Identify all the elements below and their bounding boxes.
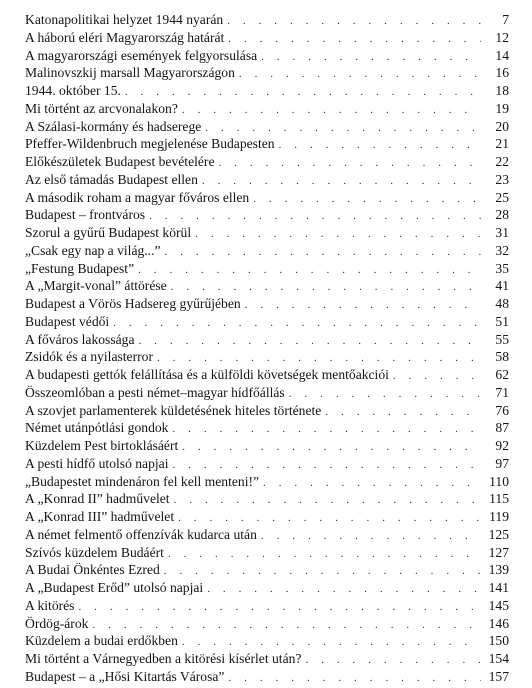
toc-row xyxy=(25,419,509,437)
toc-entry-page: 19 xyxy=(495,100,509,116)
toc-entry-page: 146 xyxy=(488,615,509,631)
toc-entry-title: A magyarországi események felgyorsulása xyxy=(25,47,258,63)
dot-leader xyxy=(228,31,481,49)
toc-entry-page: 154 xyxy=(488,651,509,666)
toc-row xyxy=(25,650,509,668)
toc-row xyxy=(25,171,509,189)
toc-entry-title: Budapest védői xyxy=(25,313,110,329)
toc-row xyxy=(25,473,509,491)
toc-entry-title: Szívós küzdelem Budáért xyxy=(25,544,164,560)
toc-entry-title: Pfeffer-Wildenbruch megjelenése Budapesten xyxy=(25,136,275,152)
toc-row xyxy=(25,615,509,633)
dot-leader xyxy=(138,333,481,351)
toc-entry-title: A Szálasi-kormány és hadserege xyxy=(25,118,202,134)
toc-entry-page: 16 xyxy=(495,65,509,81)
toc-entry-page: 48 xyxy=(495,296,509,311)
toc-entry-page: 141 xyxy=(488,580,509,595)
toc-entry-page: 157 xyxy=(488,668,509,684)
dot-leader xyxy=(174,492,481,510)
dot-leader xyxy=(182,102,481,120)
toc-entry-title: A főváros lakossága xyxy=(25,331,135,347)
toc-row xyxy=(25,11,509,29)
toc-row xyxy=(25,260,509,278)
toc-row xyxy=(25,295,509,313)
dot-leader xyxy=(325,404,481,422)
toc-row xyxy=(25,118,509,136)
toc-entry-page: 92 xyxy=(495,438,509,453)
dot-leader xyxy=(263,475,481,493)
toc-entry-page: 18 xyxy=(495,83,509,98)
toc-entry-title: Ördög-árok xyxy=(25,615,89,631)
dot-leader xyxy=(149,208,481,226)
toc-row xyxy=(25,384,509,402)
toc-row xyxy=(25,82,509,100)
toc-entry-page: 115 xyxy=(489,491,509,507)
dot-leader xyxy=(393,368,481,386)
dot-leader xyxy=(138,262,481,280)
toc-entry-page: 25 xyxy=(495,189,509,205)
toc-entry-page: 20 xyxy=(495,118,509,134)
toc-entry-page: 62 xyxy=(495,367,509,382)
toc-row xyxy=(25,437,509,455)
toc-row xyxy=(25,64,509,82)
toc-row xyxy=(25,366,509,384)
toc-entry-title: A „Konrad III” hadművelet xyxy=(25,509,175,524)
toc-row xyxy=(25,561,509,579)
toc-entry-title: A szovjet parlamenterek küldetésének hiteles története xyxy=(25,402,322,418)
toc-entry-page: 76 xyxy=(495,402,509,418)
toc-entry-title: 1944. október 15. xyxy=(25,83,121,98)
toc-entry-title: Összeomlóban a pesti német–magyar hídfőállás xyxy=(25,384,285,400)
toc-entry-page: 21 xyxy=(495,136,509,152)
toc-row xyxy=(25,313,509,331)
toc-entry-page: 12 xyxy=(495,29,509,45)
toc-row xyxy=(25,331,509,349)
toc-entry-title: A háború eléri Magyarország határát xyxy=(25,29,225,45)
toc-entry-title: „Budapestet mindenáron fel kell menteni!” xyxy=(25,473,260,489)
toc-entry-page: 110 xyxy=(489,473,509,489)
toc-row xyxy=(25,206,509,224)
dot-leader xyxy=(245,297,481,315)
toc-entry-page: 22 xyxy=(495,154,509,169)
dot-leader xyxy=(195,226,481,244)
toc-entry-page: 97 xyxy=(495,455,509,471)
toc-entry-page: 139 xyxy=(488,562,509,578)
dot-leader xyxy=(261,49,481,67)
toc-row xyxy=(25,277,509,295)
toc-entry-page: 150 xyxy=(488,633,509,649)
dot-leader xyxy=(305,652,481,670)
toc-row xyxy=(25,29,509,47)
toc-entry-title: „Csak egy nap a világ...” xyxy=(25,242,161,258)
dot-leader xyxy=(228,670,481,688)
toc-entry-page: 7 xyxy=(502,12,509,27)
toc-row xyxy=(25,153,509,171)
dot-leader xyxy=(168,546,481,564)
toc-row xyxy=(25,224,509,242)
toc-entry-page: 55 xyxy=(495,331,509,347)
toc-entry-title: Budapest – a „Hősi Kitartás Városa” xyxy=(25,668,225,684)
toc-row xyxy=(25,47,509,65)
toc-entry-page: 71 xyxy=(495,384,509,400)
toc-entry-title: „Festung Budapest” xyxy=(25,260,135,276)
dot-leader xyxy=(78,599,481,617)
toc-row xyxy=(25,242,509,260)
dot-leader xyxy=(182,439,481,457)
toc-entry-title: Mi történt az arcvonalakon? xyxy=(25,100,178,116)
toc-entry-title: Német utánpótlási gondok xyxy=(25,420,169,436)
toc-entry-title: A Budai Önkéntes Ezred xyxy=(25,562,160,578)
toc-row xyxy=(25,455,509,473)
toc-row xyxy=(25,189,509,207)
toc-row xyxy=(25,508,509,526)
toc-entry-page: 35 xyxy=(495,260,509,276)
toc-row xyxy=(25,579,509,597)
toc-entry-page: 14 xyxy=(495,47,509,63)
toc-entry-title: Az első támadás Budapest ellen xyxy=(25,171,198,187)
toc-row xyxy=(25,668,509,686)
toc-row xyxy=(25,135,509,153)
toc-entry-page: 125 xyxy=(488,526,509,542)
dot-leader xyxy=(253,191,481,209)
dot-leader xyxy=(165,244,481,262)
toc-entry-page: 41 xyxy=(495,278,509,294)
toc-entry-title: Malinovszkij marsall Magyarországon xyxy=(25,65,235,81)
toc-row xyxy=(25,632,509,650)
toc-entry-page: 127 xyxy=(488,544,509,560)
toc-entry-title: A német felmentő offenzívák kudarca után xyxy=(25,526,257,542)
toc-entry-title: Küzdelem a budai erdőkben xyxy=(25,633,178,649)
toc-row xyxy=(25,597,509,615)
toc-entry-page: 51 xyxy=(495,313,509,329)
toc-entry-page: 31 xyxy=(495,225,509,240)
toc-entry-title: Küzdelem Pest birtoklásáért xyxy=(25,438,179,453)
toc-entry-title: A „Margit-vonal” áttörése xyxy=(25,278,167,294)
dot-leader xyxy=(239,66,481,84)
dot-leader xyxy=(164,563,481,581)
dot-leader xyxy=(279,137,481,155)
toc-row xyxy=(25,402,509,420)
toc-entry-page: 119 xyxy=(489,509,509,524)
dot-leader xyxy=(113,315,481,333)
toc-row xyxy=(25,544,509,562)
toc-entry-page: 23 xyxy=(495,171,509,187)
toc-row xyxy=(25,100,509,118)
toc-entry-title: A kitörés xyxy=(25,597,75,613)
dot-leader xyxy=(172,421,481,439)
toc-entry-title: Budapest a Vörös Hadsereg gyűrűjében xyxy=(25,296,241,311)
toc-entry-title: A budapesti gettók felállítása és a külföldi követségek mentőakciói xyxy=(25,367,389,382)
dot-leader xyxy=(207,581,481,599)
toc-entry-page: 58 xyxy=(495,349,509,365)
toc-entry-page: 145 xyxy=(488,597,509,613)
toc-entry-title: Zsidók és a nyilasterror xyxy=(25,349,153,365)
toc-entry-title: Mi történt a Várnegyedben a kitörési kísérlet után? xyxy=(25,651,302,666)
toc-entry-title: A második roham a magyar főváros ellen xyxy=(25,189,250,205)
toc-entry-title: Katonapolitikai helyzet 1944 nyarán xyxy=(25,12,224,27)
toc-entry-title: Budapest – frontváros xyxy=(25,207,146,223)
toc-entry-title: A „Budapest Erőd” utolsó napjai xyxy=(25,580,204,595)
toc-row xyxy=(25,526,509,544)
toc-entry-title: Szorul a gyűrű Budapest körül xyxy=(25,225,192,240)
toc-entry-page: 87 xyxy=(495,420,509,436)
toc-entry-page: 28 xyxy=(495,207,509,223)
toc-row xyxy=(25,490,509,508)
dot-leader xyxy=(218,155,481,173)
toc-entry-title: Előkészületek Budapest bevételére xyxy=(25,154,215,169)
dot-leader xyxy=(227,13,481,31)
toc-entry-title: A pesti hídfő utolsó napjai xyxy=(25,455,169,471)
toc-entry-title: A „Konrad II” hadművelet xyxy=(25,491,170,507)
dot-leader xyxy=(261,528,481,546)
toc-row xyxy=(25,348,509,366)
toc-entry-page: 32 xyxy=(495,242,509,258)
